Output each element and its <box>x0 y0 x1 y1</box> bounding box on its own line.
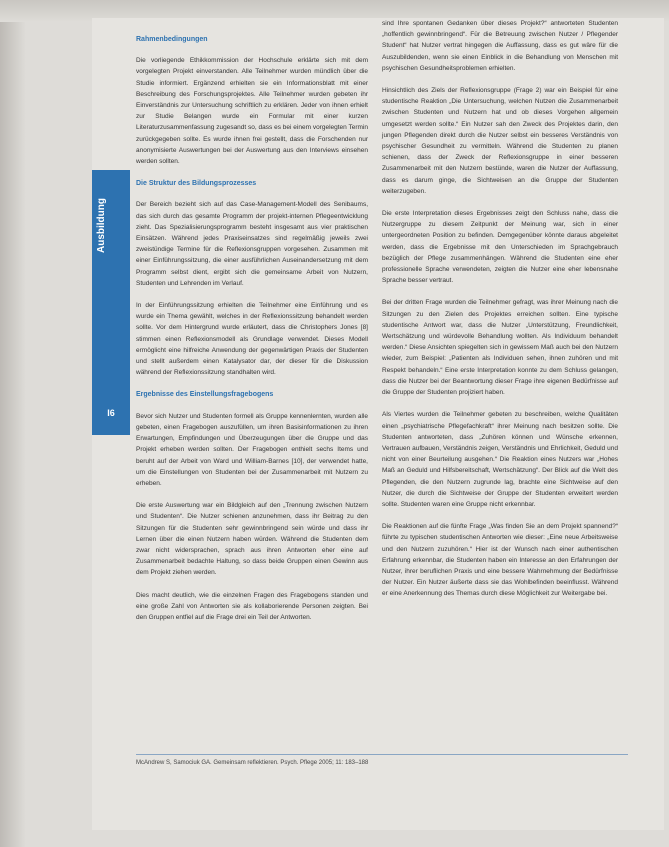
body-paragraph: Bei der dritten Frage wurden die Teilnehmer gefragt, was ihrer Meinung nach die Sitzungen zu den Zielen des Projektes erreichen sollten. Eine typische studentische Antwort war, dass die Nutzer „Unterstützung, Freundlichkeit, Wertschätzung und würdevolle Behandlung wollten. Als Individuum behandelt werden.“ Diese Ansichten spiegelten sich in gewissem Maß auch bei den Nutzern wieder, zum Beispiel: „Patienten als Individuen sehen, ihnen zuhören und mit Respekt behandeln.“ Eine erste Interpretation konnte zu dem Schluss gelangen, dass die Nutzer bei der Beantwortung dieser Frage ihre eigenen Bedürfnisse auf die Gruppe der Studenten projiziert haben. <box>382 299 618 397</box>
section-heading: Die Struktur des Bildungsprozesses <box>136 180 257 188</box>
body-paragraph: Bevor sich Nutzer und Studenten formell als Gruppe kennenlernten, wurden alle gebeten, einen Fragebogen auszufüllen, um ihren Basisinformationen zu ihren Erwartungen, Empfindungen und Überzeugungen über die Gruppe und das Projekt erheben werden sollten. Der Fragebogen enthielt sechs Items und beruht auf der Arbeit von Ward und William-Barnes [10], der verwendet hatte, um die Einstellungen von Studenten bei der Zusammenarbeit mit Nutzern zu erheben. <box>136 412 368 487</box>
body-paragraph: Die erste Auswertung war ein Bildgleich auf den „Trennung zwischen Nutzern und Studenten“. Die Nutzer schienen anzunehmen, dass ihr Beitrag zu den Sitzungen für die Studenten sehr gewinnbringend sein würde und dass ihr Lernen über die einen Nutzern haben würden. Während die Studenten dem zwar nicht widersprachen, sprach aus ihren Antworten eher eine auf Zusammenarbeit bedachte Haltung, so dass beide Gruppen einen Gewinn aus dem Projekt ziehen werden. <box>136 502 368 577</box>
footer-citation: McAndrew S, Samociuk GA. Gemeinsam reflektieren. Psych. Pflege 2005; 11: 183–188 <box>136 760 369 766</box>
body-paragraph: Dies macht deutlich, wie die einzelnen Fragen des Fragebogens standen und eine große Zahl von Antworten sie als kollaborierende Personen zeigten. Bei den Gruppen entfiel auf die Frage drei ein Teil der Antworten. <box>136 591 368 621</box>
body-paragraph: In der Einführungssitzung erhielten die Teilnehmer eine Einführung und es wurde ein Thema gewählt, welches in der Reflexionssitzung behandelt werden sollte. Vor dem Hintergrund wurde erläutert, dass die Christophers Jones [8] stimmen einen Reflexionsmodell als Grundlage verwendet. Dieses Modell ermöglicht eine hilfreiche Anwendung der gegenwärtigen Praxis der Studenten und stellt außerdem einen Katalysator dar, der dieser für die Diskussion während der Reflexionssitzung standhalten wird. <box>136 302 368 377</box>
left-text-column <box>136 34 368 634</box>
body-paragraph: Die erste Interpretation dieses Ergebnisses zeigt den Schluss nahe, dass die Nutzergruppe zu diesem Zeitpunkt der Meinung war, sich in einer untergeordneten Position zu befinden. Demgegenüber könnte daraus abgeleitet werden, dass die Ergebnisse mit den Unterschieden im Sprachgebrauch bezüglich der Pflege zusammenhängen. Während die Studenten eine eher professionelle Sprache verwendeten, zeigten die Nutzer eine eher lebensnahe Sprache besser vertraut. <box>382 210 618 285</box>
body-paragraph: Die vorliegende Ethikkommission der Hochschule erklärte sich mit dem vorgelegten Projekt einverstanden. Alle Teilnehmer wurden mündlich über die Studie informiert. Ergänzend erhielten sie ein Informationsblatt mit einer Beschreibung des Forschungsprojektes. Alle Teilnehmer wurden gebeten ihr Einverständnis zur Untersuchung schriftlich zu erklären. Jeder von ihnen erhielt zur Studie Belangen wurde ein Formular mit einer kurzen Literaturzusammenfassung zugesandt so, dass es bei einem vorgelegten Termin zurückgegeben sollte. Es wurde ihnen frei gestellt, dass die Forschenden nur anonymisierte Auswertungen bei der Auswertung aus den Interviews einsehen werden sollten. <box>136 57 368 166</box>
body-paragraph: Der Bereich bezieht sich auf das Case-Management-Modell des Senibaums, das sich durch das gesamte Programm der projekt-internen Pflegeentwicklung zieht. Das Spezialisierungsprogramm besteht insgesamt aus vier praktischen Einsätzen. Während jedes Praxiseinsatzes sind regelmäßig jeweils zwei zweistündige Termine für die Reflexionsgruppen vorgesehen. Zusammen mit einer Einführungssitzung, die einer ausführlichen Auseinandersetzung mit dem Programm selbst dient, ergibt sich die gemeinsame Arbeit von Nutzern, Studenten und Lehrenden im Verlauf. <box>136 201 368 287</box>
body-paragraph: sind Ihre spontanen Gedanken über dieses Projekt?“ antworteten Studenten „hoffentlich gewinnbringend“. Für die Betreuung zwischen Nutzer / Pflegender Student“ hat Nutzer vertrat hingegen die Auffassung, dass es gut wäre für die Auszubildenden, wenn sie einen Einblick in die Behandlung von Menschen mit psychischen Gesundheitsproblemen erhielten. <box>382 20 618 72</box>
body-paragraph: Die Reaktionen auf die fünfte Frage „Was finden Sie an dem Projekt spannend?“ führte zu typischen studentischen Antworten wie dieser: „Eine neue Arbeitsweise und den Nutzern zuzuhören.“ Hier ist der Wunsch nach einer authentischen Erfahrung erkennbar, die Studenten haben ein Interesse an den Erfahrungen der Nutzer, ihrer beruflichen Praxis und eine bessere Wahrnehmung der Bedürfnisse der Nutzer. Ein Nutzer äußerte dass sie das Wohlbefinden beeinflusst. Während er eine Anerkennung des Themas durch diese Möglichkeit zur Weitergabe bei. <box>382 523 618 598</box>
footer-rule <box>136 754 628 755</box>
scan-shadow <box>0 0 26 847</box>
right-text-column <box>382 18 618 611</box>
body-paragraph: Hinsichtlich des Ziels der Reflexionsgruppe (Frage 2) war ein Beispiel für eine studentische Reaktion „Die Untersuchung, welchen Nutzen die Zusammenarbeit zwischen Studenten und Nutzern hat und ob dieses Vorgehen allgemein umgesetzt werden sollte.“ Ein Nutzer sah den Zweck des Projektes darin, den jungen Pflegenden direkt durch die Nutzer selbst ein besseres Verständnis von psychischer Gesundheit zu vermitteln. Während die Studenten zu planen schienen, dass der Zweck der Reflexionsgruppe in einer besseren Zusammenarbeit mit den Nutzern bestünde, waren die Nutzer der Auffassung, dass es darum ginge, die Sichtweisen an die Gruppe der Studenten weiterzugeben. <box>382 87 618 195</box>
section-heading: Rahmenbedingungen <box>136 36 208 43</box>
body-paragraph: Als Viertes wurden die Teilnehmer gebeten zu beschreiben, welche Qualitäten einen „psychiatrische Pflegefachkraft“ ihrer Meinung nach besitzen sollte. Die Studenten antworteten, dass „Zuhören können und Wünsche erkennen, Vertrauen aufbauen, Verständnis zeigen, Verständnis und Ehrlichkeit, Geduld und nicht von einer Beurteilung ausgehen.“ Die Reaktion eines Nutzers war „Hohes Maß an Geduld und Hilfsbereitschaft, Wertschätzung“. Der Blick auf die Welt des Pflegenden, die den Nutzern zugrunde lag, brachte eine Sichtweise auf den Nutzer, die durch die Sichtweise der Gruppe der Studenten erweitert werden sollte. Studenten waren eine Gruppe nicht erkennbar. <box>382 411 618 508</box>
page-number: I6 <box>107 408 115 418</box>
section-label: Ausbildung <box>96 198 107 254</box>
section-heading: Ergebnisse des Einstellungsfragebogens <box>136 391 274 399</box>
